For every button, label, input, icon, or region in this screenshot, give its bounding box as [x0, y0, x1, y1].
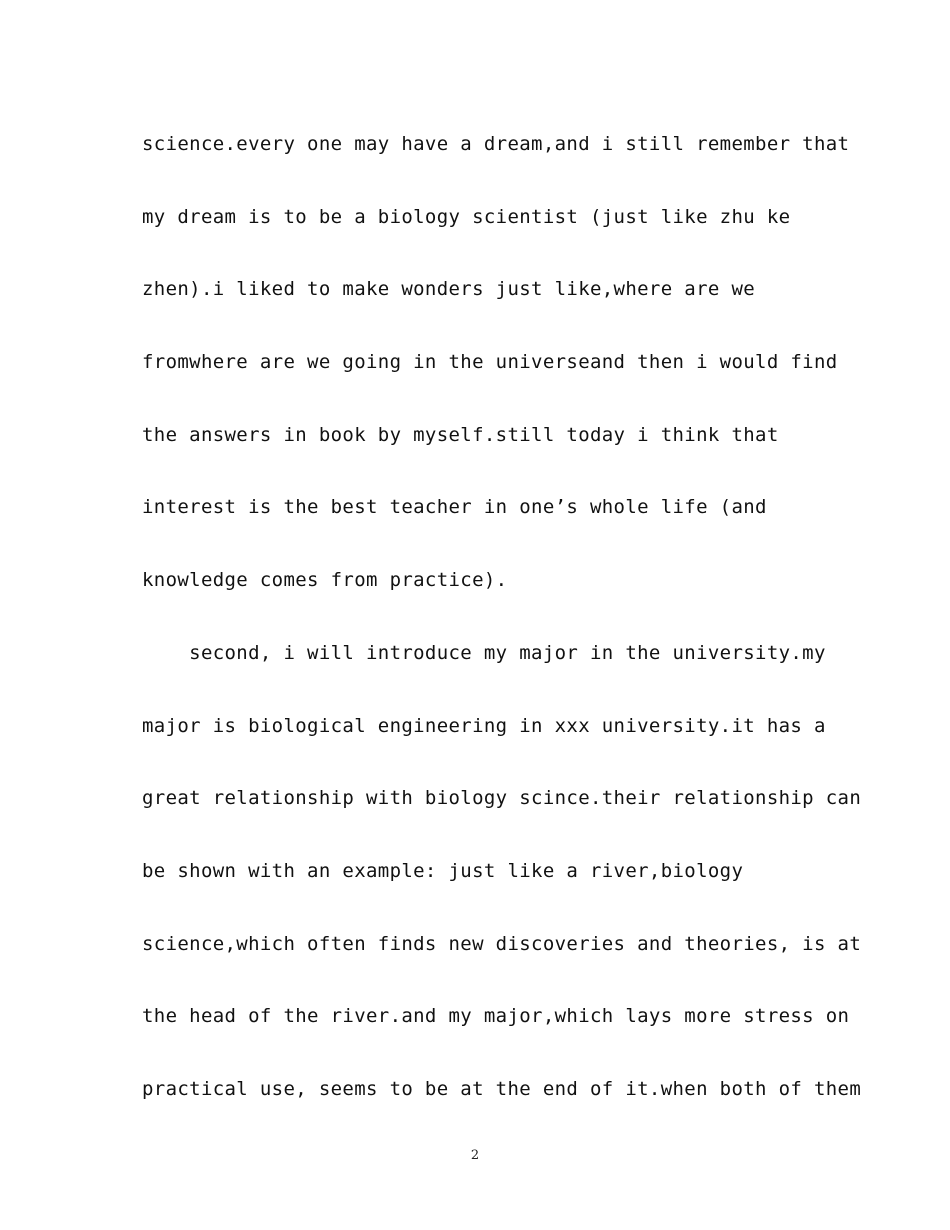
text-line: major is biological engineering in xxx university.it has a [142, 714, 826, 737]
page-number: 2 [470, 1148, 480, 1163]
text-line: second, i will introduce my major in the university.my [142, 641, 826, 664]
text-line: science.every one may have a dream,and i still remember that [142, 133, 850, 155]
body-text [142, 108, 862, 1126]
text-line: the head of the river.and my major,which lays more stress on [142, 1005, 850, 1028]
text-line: practical use, seems to be at the end of it.when both of them [142, 1077, 862, 1100]
text-line: science,which often finds new discoveries and theories, is at [142, 932, 862, 955]
text-line: knowledge comes from practice). [142, 569, 508, 592]
text-line: my dream is to be a biology scientist (just like zhu ke [142, 205, 791, 228]
text-line: interest is the best teacher in one’s whole life (and [142, 496, 767, 519]
text-line: be shown with an example: just like a river,biology [142, 859, 744, 882]
text-line: fromwhere are we going in the universeand then i would find [142, 351, 838, 374]
text-line: great relationship with biology scince.their relationship can [142, 787, 862, 810]
text-line: the answers in book by myself.still today i think that [142, 423, 779, 446]
text-line: zhen).i liked to make wonders just like,where are we [142, 278, 756, 301]
